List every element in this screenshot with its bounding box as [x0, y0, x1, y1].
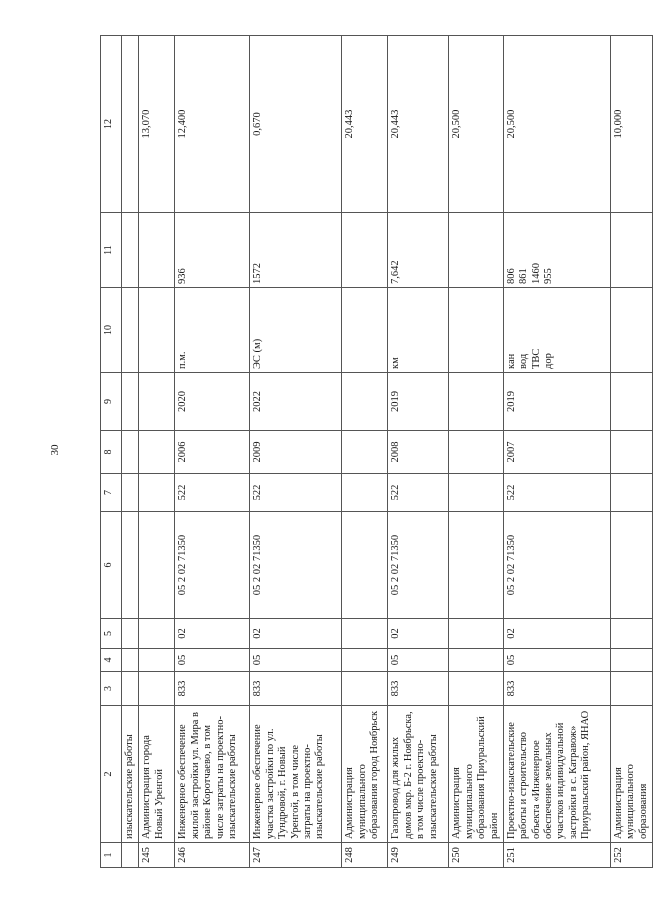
cell-col-12: 0,670	[250, 36, 342, 213]
table-row	[342, 36, 388, 868]
cell-col-11	[449, 213, 504, 288]
cell-col-10	[449, 288, 504, 373]
cell-col-8	[139, 431, 175, 474]
cell-col-5: 02	[175, 619, 250, 649]
cell-col-7: 522	[250, 474, 342, 512]
cell-col-12: 20,500	[503, 36, 610, 213]
cell-col-11	[610, 213, 652, 288]
data-table-container	[100, 36, 649, 868]
cell-col-5	[449, 619, 504, 649]
cell-col-6	[449, 512, 504, 619]
header-cell: 7	[101, 474, 122, 512]
header-cell: 10	[101, 288, 122, 373]
cell-col-4: 05	[503, 649, 610, 672]
cell-col-6: 05 2 02 71350	[175, 512, 250, 619]
cell-col-9	[342, 373, 388, 431]
cell-col-11: 936	[175, 213, 250, 288]
cell-col-7: 522	[503, 474, 610, 512]
header-cell: 9	[101, 373, 122, 431]
header-cell: 5	[101, 619, 122, 649]
cell-col-10	[122, 288, 139, 373]
cell-col-3: 833	[503, 672, 610, 706]
cell-col-3	[122, 672, 139, 706]
header-cell: 8	[101, 431, 122, 474]
cell-col-12: 20,500	[449, 36, 504, 213]
cell-col-10	[342, 288, 388, 373]
cell-col-10: ЭС (м)	[250, 288, 342, 373]
table-row	[139, 36, 175, 868]
table-row	[250, 36, 342, 868]
cell-col-1: 247	[250, 843, 342, 868]
cell-col-8: 2008	[388, 431, 449, 474]
cell-col-6: 05 2 02 71350	[388, 512, 449, 619]
cell-col-9	[139, 373, 175, 431]
cell-col-3: 833	[388, 672, 449, 706]
cell-col-7	[342, 474, 388, 512]
table-row	[175, 36, 250, 868]
cell-col-3	[610, 672, 652, 706]
cell-col-6	[122, 512, 139, 619]
cell-col-11	[342, 213, 388, 288]
cell-col-6: 05 2 02 71350	[503, 512, 610, 619]
cell-col-2: изыскательские работы	[122, 706, 139, 843]
header-cell: 4	[101, 649, 122, 672]
cell-col-7	[122, 474, 139, 512]
cell-col-6: 05 2 02 71350	[250, 512, 342, 619]
cell-col-5: 02	[250, 619, 342, 649]
cell-col-10: п.м.	[175, 288, 250, 373]
cell-col-10	[610, 288, 652, 373]
cell-col-1: 251	[503, 843, 610, 868]
cell-col-7: 522	[388, 474, 449, 512]
table-row	[449, 36, 504, 868]
cell-col-6	[342, 512, 388, 619]
cell-col-7	[139, 474, 175, 512]
cell-col-12: 20,443	[342, 36, 388, 213]
cell-col-1: 248	[342, 843, 388, 868]
cell-col-9: 2019	[388, 373, 449, 431]
cell-col-3: 833	[250, 672, 342, 706]
cell-col-11	[122, 213, 139, 288]
cell-col-8	[342, 431, 388, 474]
cell-col-12: 10,000	[610, 36, 652, 213]
cell-col-1: 249	[388, 843, 449, 868]
cell-col-8	[449, 431, 504, 474]
cell-col-4	[449, 649, 504, 672]
cell-col-4	[610, 649, 652, 672]
cell-col-12: 13,070	[139, 36, 175, 213]
cell-col-2: Проектно-изыскательские работы и строительство объекта «Инженерное обеспечение земельных участков индивидуальной застройки в с. Катравож» Приуральский район, ЯНАО	[503, 706, 610, 843]
table-row	[122, 36, 139, 868]
cell-col-6	[610, 512, 652, 619]
table-row	[388, 36, 449, 868]
cell-col-11: 806 861 1460 955	[503, 213, 610, 288]
page-number: 30	[49, 444, 61, 456]
cell-col-2: Администрация муниципального образования Приуральский район	[449, 706, 504, 843]
cell-col-2: Администрация муниципального образования город Ноябрьск	[342, 706, 388, 843]
cell-col-5	[610, 619, 652, 649]
cell-col-2: Инженерное обеспечение жилой застройки ул. Мира в районе Коротчаево, в том числе затраты на проектно-изыскательские работы	[175, 706, 250, 843]
cell-col-8: 2009	[250, 431, 342, 474]
cell-col-1: 250	[449, 843, 504, 868]
cell-col-9	[610, 373, 652, 431]
cell-col-7: 522	[175, 474, 250, 512]
table-row	[503, 36, 610, 868]
cell-col-3	[139, 672, 175, 706]
cell-col-4: 05	[388, 649, 449, 672]
cell-col-2: Газопровод для жилых домов мкр. Б-2 г. Ноябрьска, в том числе проектно-изыскательские работы	[388, 706, 449, 843]
cell-col-8	[122, 431, 139, 474]
cell-col-11	[139, 213, 175, 288]
header-cell: 2	[101, 706, 122, 843]
cell-col-7	[610, 474, 652, 512]
cell-col-9: 2019	[503, 373, 610, 431]
cell-col-4: 05	[175, 649, 250, 672]
cell-col-3	[449, 672, 504, 706]
cell-col-8: 2006	[175, 431, 250, 474]
cell-col-1: 252	[610, 843, 652, 868]
cell-col-3: 833	[175, 672, 250, 706]
header-row	[101, 36, 122, 868]
cell-col-11: 1572	[250, 213, 342, 288]
cell-col-9	[122, 373, 139, 431]
cell-col-8	[610, 431, 652, 474]
cell-col-6	[139, 512, 175, 619]
cell-col-12: 12,400	[175, 36, 250, 213]
cell-col-5	[139, 619, 175, 649]
cell-col-7	[449, 474, 504, 512]
cell-col-10	[139, 288, 175, 373]
cell-col-5	[122, 619, 139, 649]
cell-col-5: 02	[503, 619, 610, 649]
cell-col-5	[342, 619, 388, 649]
cell-col-4	[122, 649, 139, 672]
header-cell: 11	[101, 213, 122, 288]
header-cell: 12	[101, 36, 122, 213]
cell-col-2: Администрация города Новый Уренгой	[139, 706, 175, 843]
cell-col-12	[122, 36, 139, 213]
cell-col-9: 2020	[175, 373, 250, 431]
cell-col-3	[342, 672, 388, 706]
header-cell: 1	[101, 843, 122, 868]
header-cell: 6	[101, 512, 122, 619]
cell-col-1: 246	[175, 843, 250, 868]
cell-col-2: Администрация муниципального образования	[610, 706, 652, 843]
cell-col-10: кан вод ТВС дор	[503, 288, 610, 373]
cell-col-4: 05	[250, 649, 342, 672]
cell-col-4	[139, 649, 175, 672]
table-row	[610, 36, 652, 868]
header-cell: 3	[101, 672, 122, 706]
cell-col-12: 20,443	[388, 36, 449, 213]
cell-col-5: 02	[388, 619, 449, 649]
data-table	[100, 35, 653, 868]
cell-col-11: 7,642	[388, 213, 449, 288]
cell-col-1: 245	[139, 843, 175, 868]
cell-col-8: 2007	[503, 431, 610, 474]
cell-col-9: 2022	[250, 373, 342, 431]
cell-col-1	[122, 843, 139, 868]
cell-col-4	[342, 649, 388, 672]
cell-col-10: км	[388, 288, 449, 373]
cell-col-9	[449, 373, 504, 431]
cell-col-2: Инженерное обеспечение участка застройки по ул. Тундровой, г. Новый Уренгой, в том числе затраты на проектно-изыскательские работы	[250, 706, 342, 843]
